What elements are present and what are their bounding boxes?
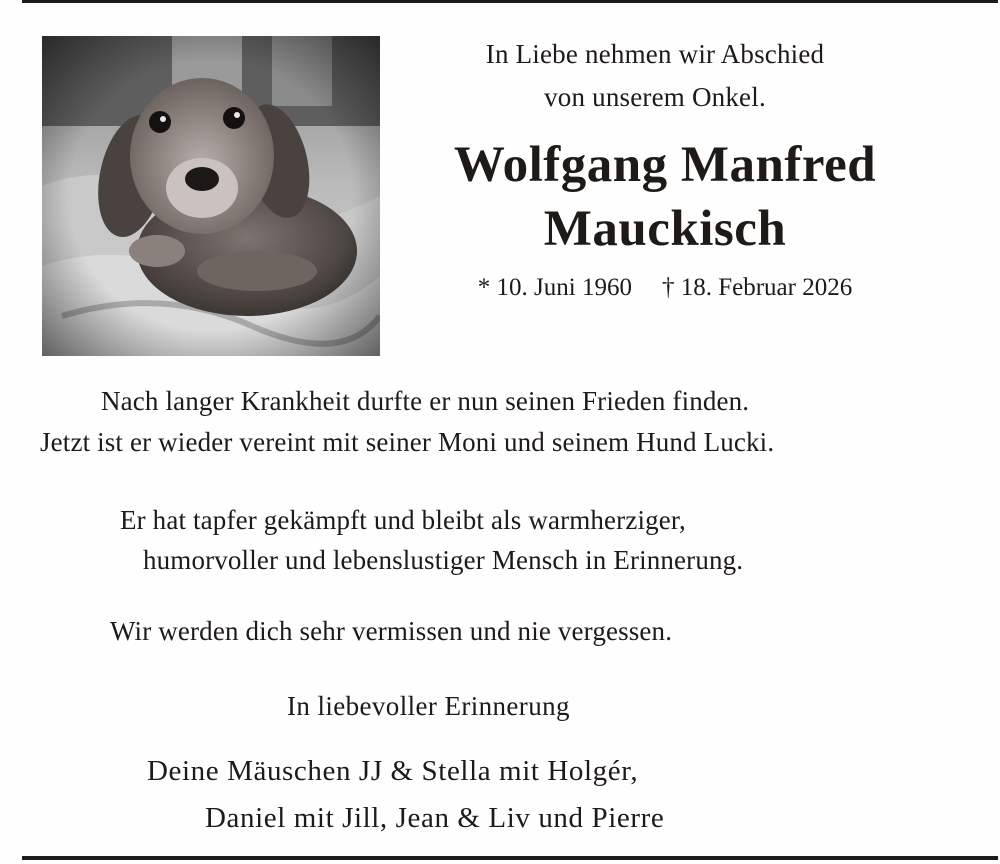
deceased-name-last: Mauckisch bbox=[543, 201, 787, 257]
remembrance-heading: In liebevoller Erinnerung bbox=[287, 691, 570, 721]
deceased-name-first: Wolfgang Manfred bbox=[453, 137, 877, 193]
signature-line-1: Deine Mäuschen JJ & Stella mit Holgér, bbox=[147, 755, 639, 787]
intro-line-2: von unserem Onkel. bbox=[544, 82, 766, 112]
birth-date: * 10. Juni 1960 bbox=[477, 274, 632, 301]
paragraph-1-line-1: Nach langer Krankheit durfte er nun seinen Frieden finden. bbox=[101, 386, 750, 416]
puppy-photo bbox=[42, 36, 380, 356]
death-date: † 18. Februar 2026 bbox=[661, 274, 853, 301]
signature-line-2: Daniel mit Jill, Jean & Liv und Pierre bbox=[205, 802, 665, 834]
bottom-border-rule bbox=[22, 856, 998, 860]
life-dates bbox=[400, 270, 930, 306]
paragraph-3-line-1: Wir werden dich sehr vermissen und nie vergessen. bbox=[110, 616, 673, 646]
paragraph-1-line-2: Jetzt ist er wieder vereint mit seiner Moni und seinem Hund Lucki. bbox=[40, 427, 775, 457]
top-border-rule bbox=[22, 0, 998, 3]
paragraph-2-line-1: Er hat tapfer gekämpft und bleibt als warmherziger, bbox=[120, 505, 686, 535]
intro-line-1: In Liebe nehmen wir Abschied bbox=[485, 39, 825, 69]
paragraph-2-line-2: humorvoller und lebenslustiger Mensch in Erinnerung. bbox=[143, 545, 744, 575]
